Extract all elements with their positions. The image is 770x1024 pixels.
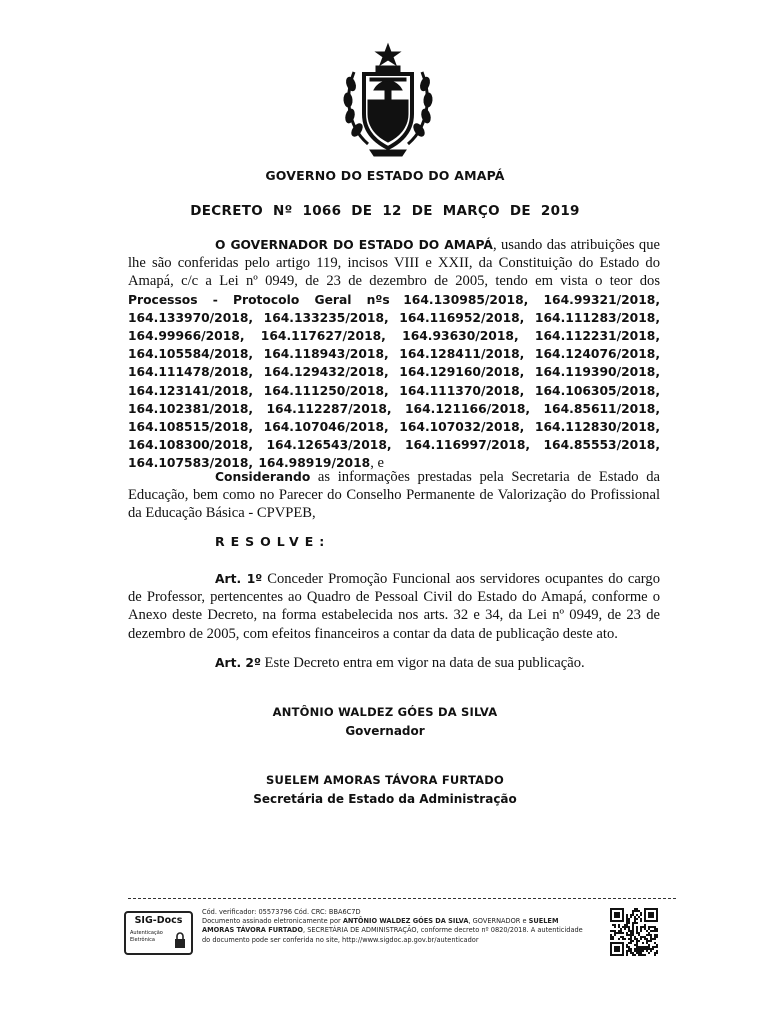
article-1 <box>128 570 660 643</box>
state-government-title: GOVERNO DO ESTADO DO AMAPÁ <box>265 168 505 183</box>
verifier-code-line: Cód. verificador: 05573796 Cód. CRC: BBA6C7D <box>202 908 361 916</box>
lock-icon <box>174 931 186 949</box>
considering-lead: Considerando <box>215 470 311 484</box>
sigdocs-badge <box>124 911 193 955</box>
signatory-secretary-role: Secretária de Estado da Administração <box>253 792 517 806</box>
considering-text: as informações prestadas pela Secretaria de Estado da Educação, bem como no Parecer do Conselho Permanente de Valorização do Profissional da Educação Básica - CPVPEB, <box>128 469 660 522</box>
signatory-governor-role: Governador <box>345 724 425 738</box>
article-2-text: Este Decreto entra em vigor na data de sua publicação. <box>260 655 585 671</box>
resolve-heading: RESOLVE: <box>215 534 331 549</box>
badge-caption-line-2: Eletrônica <box>130 937 155 943</box>
coat-of-arms-emblem <box>340 42 436 162</box>
signatory-governor-name: ANTÔNIO WALDEZ GÓES DA SILVA <box>272 705 498 719</box>
article-2 <box>128 654 660 672</box>
processes-label: Processos - Protocolo Geral nºs <box>128 292 390 307</box>
footer-divider <box>128 898 676 899</box>
article-1-text: Conceder Promoção Funcional aos servidores ocupantes do cargo de Professor, pertencentes ao Quadro de Pessoal Civil do Estado do Amapá, conforme o Anexo deste Decreto, na forma estabelecida nos arts. 32 e 34, da Lei nº 0949, de 23 de dezembro de 2005, com efeitos financeiros a contar da data de publicação deste ato. <box>128 571 661 642</box>
signatory-secretary-name: SUELEM AMORAS TÁVORA FURTADO <box>266 773 504 787</box>
sigdocs-badge-caption <box>130 930 163 944</box>
sigdocs-logo: SIG-Docs <box>134 915 183 926</box>
electronic-signature-note <box>202 908 592 945</box>
considering-paragraph <box>128 468 660 523</box>
article-2-label: Art. 2º <box>215 656 261 670</box>
decree-title: DECRETO Nº 1066 DE 12 DE MARÇO DE 2019 <box>190 203 580 219</box>
badge-caption-line-1: Autenticação <box>130 930 163 936</box>
process-numbers: 164.130985/2018, 164.99321/2018, 164.133970/2018, 164.133235/2018, 164.116952/2018, 164.111283/2018, 164.99966/2018, 164.117627/2018, 164.93630/2018, 164.112231/2018, 164.105584/2018, 164.118943/2018, 164.128411/2018, 164.124076/2018, 164.111478/2018, 164.129432/2018, 164.129160/2018, 164.119390/2018, 164.123141/2018, 164.111250/2018, 164.111370/2018, 164.106305/2018, 164.102381/2018, 164.112287/2018, 164.121166/2018, 164.85611/2018, 164.108515/2018, 164.107046/2018, 164.107032/2018, 164.112830/2018, 164.108300/2018, 164.126543/2018, 164.116997/2018, 164.85553/2018, 164.107583/2018, 164.98919/2018 <box>128 292 661 471</box>
governor-lead: O GOVERNADOR DO ESTADO DO AMAPÁ <box>215 238 493 252</box>
preamble-paragraph <box>128 236 660 473</box>
article-1-label: Art. 1º <box>215 572 263 586</box>
qr-code <box>610 908 658 956</box>
signature-statement: Documento assinado eletronicamente por ANTÔNIO WALDEZ GÓES DA SILVA, GOVERNADOR e SUELEM AMORAS TÁVORA FURTADO, SECRETÁRIA DE ADMINISTRAÇÃO, conforme decreto nº 0820/2018. A autenticidade do documento pode ser conferida no site, http://www.sigdoc.ap.gov.br/autenticador <box>202 917 583 944</box>
preamble-tail: , e <box>370 455 384 472</box>
preamble-text: , usando das atribuições que lhe são conferidas pelo artigo 119, incisos VIII e XXII, da Constituição do Estado do Amapá, c/c a Lei nº 0949, de 23 de dezembro de 2005, tendo em vista o teor dos <box>128 237 661 290</box>
